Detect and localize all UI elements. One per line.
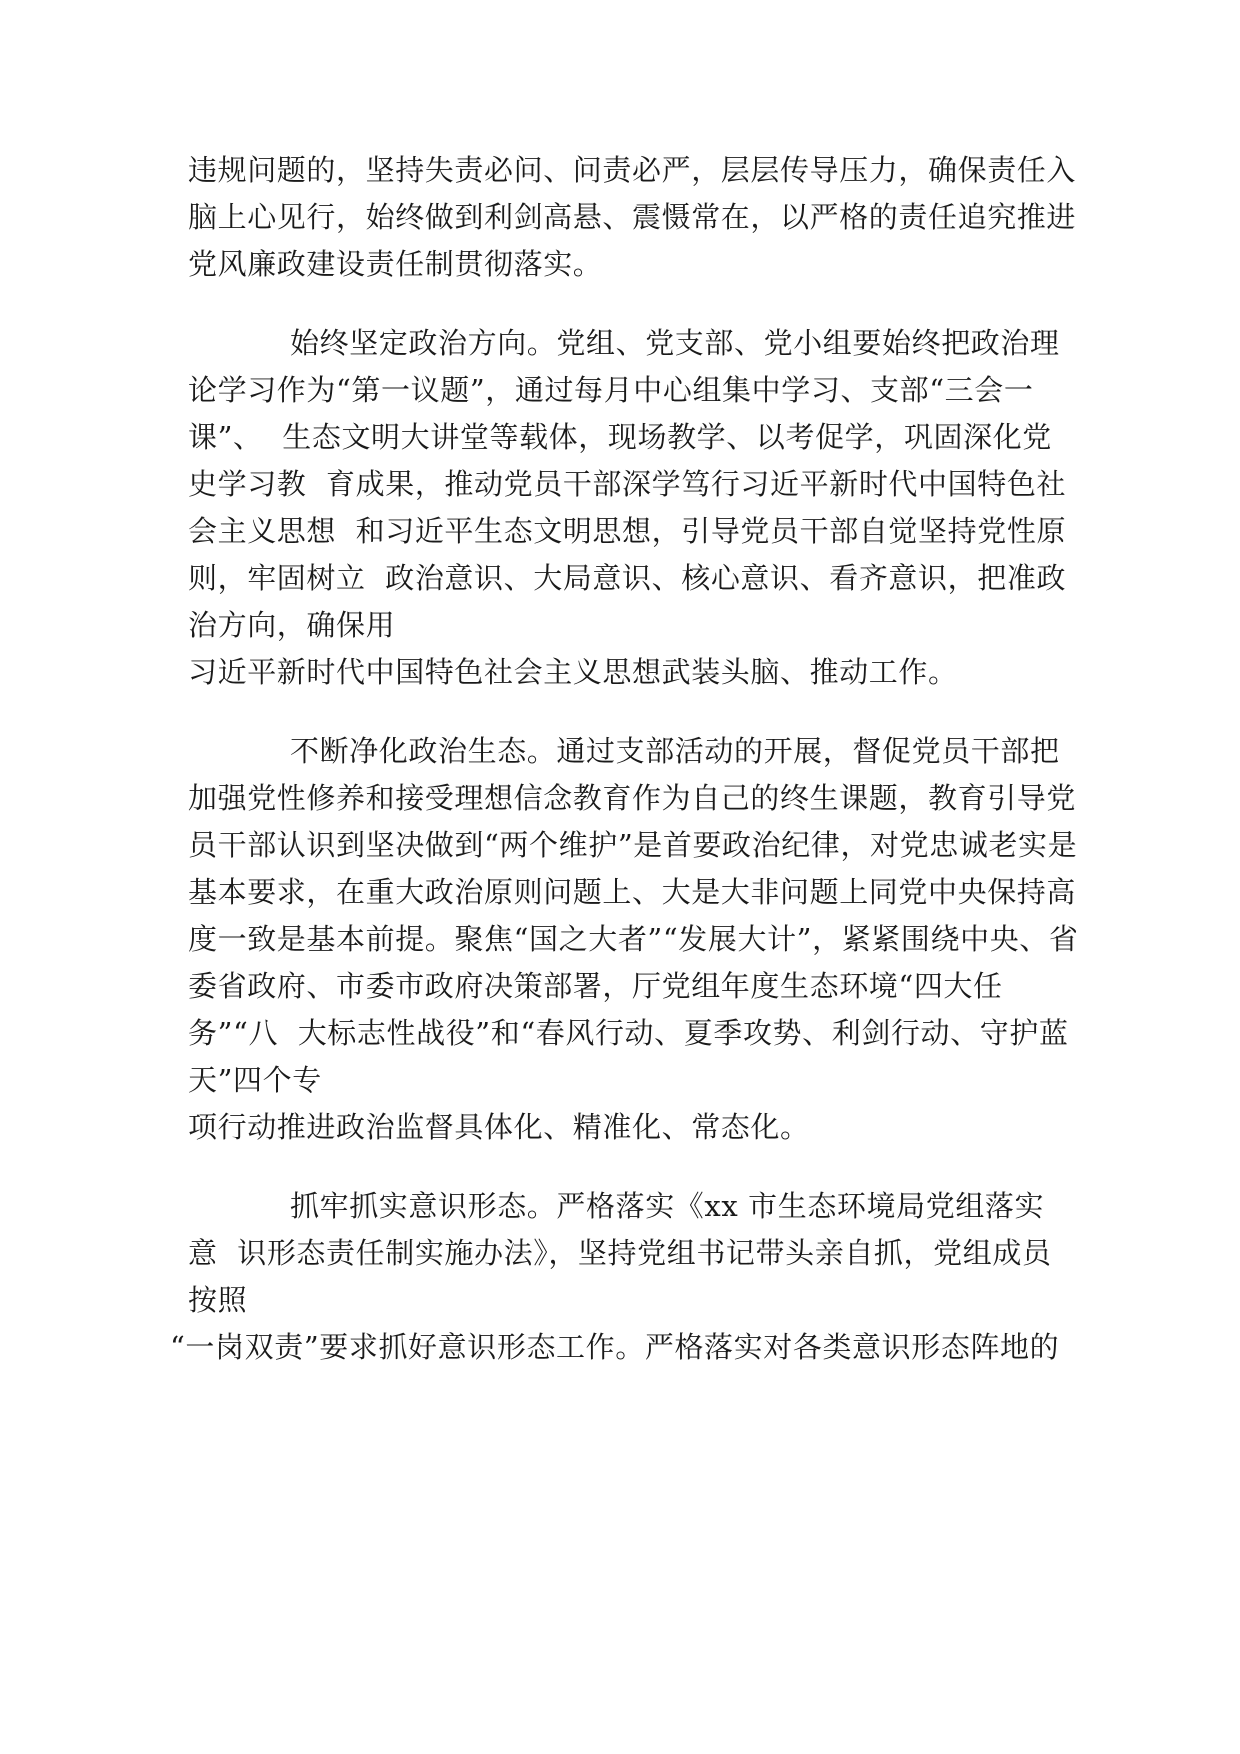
paragraph-4-line-3: 按照	[188, 1283, 248, 1317]
paragraph-3-line-2: 加强党性修养和接受理想信念教育作为自己的终生课题，教育引导党	[188, 781, 1077, 815]
paragraph-2-line-2: 论学习作为“第一议题”，通过每月中心组集中学习、支部“三会一	[188, 373, 1034, 407]
paragraph-3-line-7: 务”“八 大标志性战役”和“春风行动、夏季攻势、利剑行动、守护蓝	[188, 1016, 1069, 1050]
paragraph-3-line-5: 度一致是基本前提。聚焦“国之大者”“发展大计”，紧紧围绕中央、省	[188, 922, 1079, 956]
paragraph-2-line-3: 课”、 生态文明大讲堂等载体，现场教学、以考促学，巩固深化党	[188, 420, 1052, 454]
paragraph-3-line-9: 项行动推进政治监督具体化、精准化、常态化。	[188, 1110, 810, 1144]
paragraph-2-line-7: 治方向，确保用	[188, 608, 396, 642]
paragraph-3-line-8: 天”四个专	[188, 1063, 322, 1097]
paragraph-3-line-3: 员干部认识到坚决做到“两个维护”是首要政治纪律，对党忠诚老实是	[188, 828, 1078, 862]
paragraph-1-line-3: 党风廉政建设责任制贯彻落实。	[188, 247, 603, 281]
paragraph-2-line-8: 习近平新时代中国特色社会主义思想武装头脑、推动工作。	[188, 655, 958, 689]
paragraph-1-line-1: 违规问题的，坚持失责必问、问责必严，层层传导压力，确保责任入	[188, 153, 1077, 187]
paragraph-3-line-1: 不断净化政治生态。通过支部活动的开展，督促党员干部把	[290, 734, 1060, 768]
paragraph-2-line-6: 则，牢固树立 政治意识、大局意识、核心意识、看齐意识，把准政	[188, 561, 1067, 595]
paragraph-1-line-2: 脑上心见行，始终做到利剑高悬、震慑常在，以严格的责任追究推进	[188, 200, 1077, 234]
paragraph-2-line-5: 会主义思想 和习近平生态文明思想，引导党员干部自觉坚持党性原	[188, 514, 1067, 548]
paragraph-4-line-4: “一岗双责”要求抓好意识形态工作。严格落实对各类意识形态阵地的	[170, 1330, 1060, 1364]
paragraph-2-line-4: 史学习教 育成果，推动党员干部深学笃行习近平新时代中国特色社	[188, 467, 1067, 501]
paragraph-4-line-2: 意 识形态责任制实施办法》，坚持党组书记带头亲自抓，党组成员	[188, 1236, 1052, 1270]
paragraph-3-line-4: 基本要求，在重大政治原则问题上、大是大非问题上同党中央保持高	[188, 875, 1077, 909]
paragraph-3-line-6: 委省政府、市委市政府决策部署，厅党组年度生态环境“四大任	[188, 969, 1003, 1003]
paragraph-2-line-1: 始终坚定政治方向。党组、党支部、党小组要始终把政治理	[290, 326, 1060, 360]
paragraph-4-line-1: 抓牢抓实意识形态。严格落实《xx 市生态环境局党组落实	[290, 1189, 1045, 1223]
